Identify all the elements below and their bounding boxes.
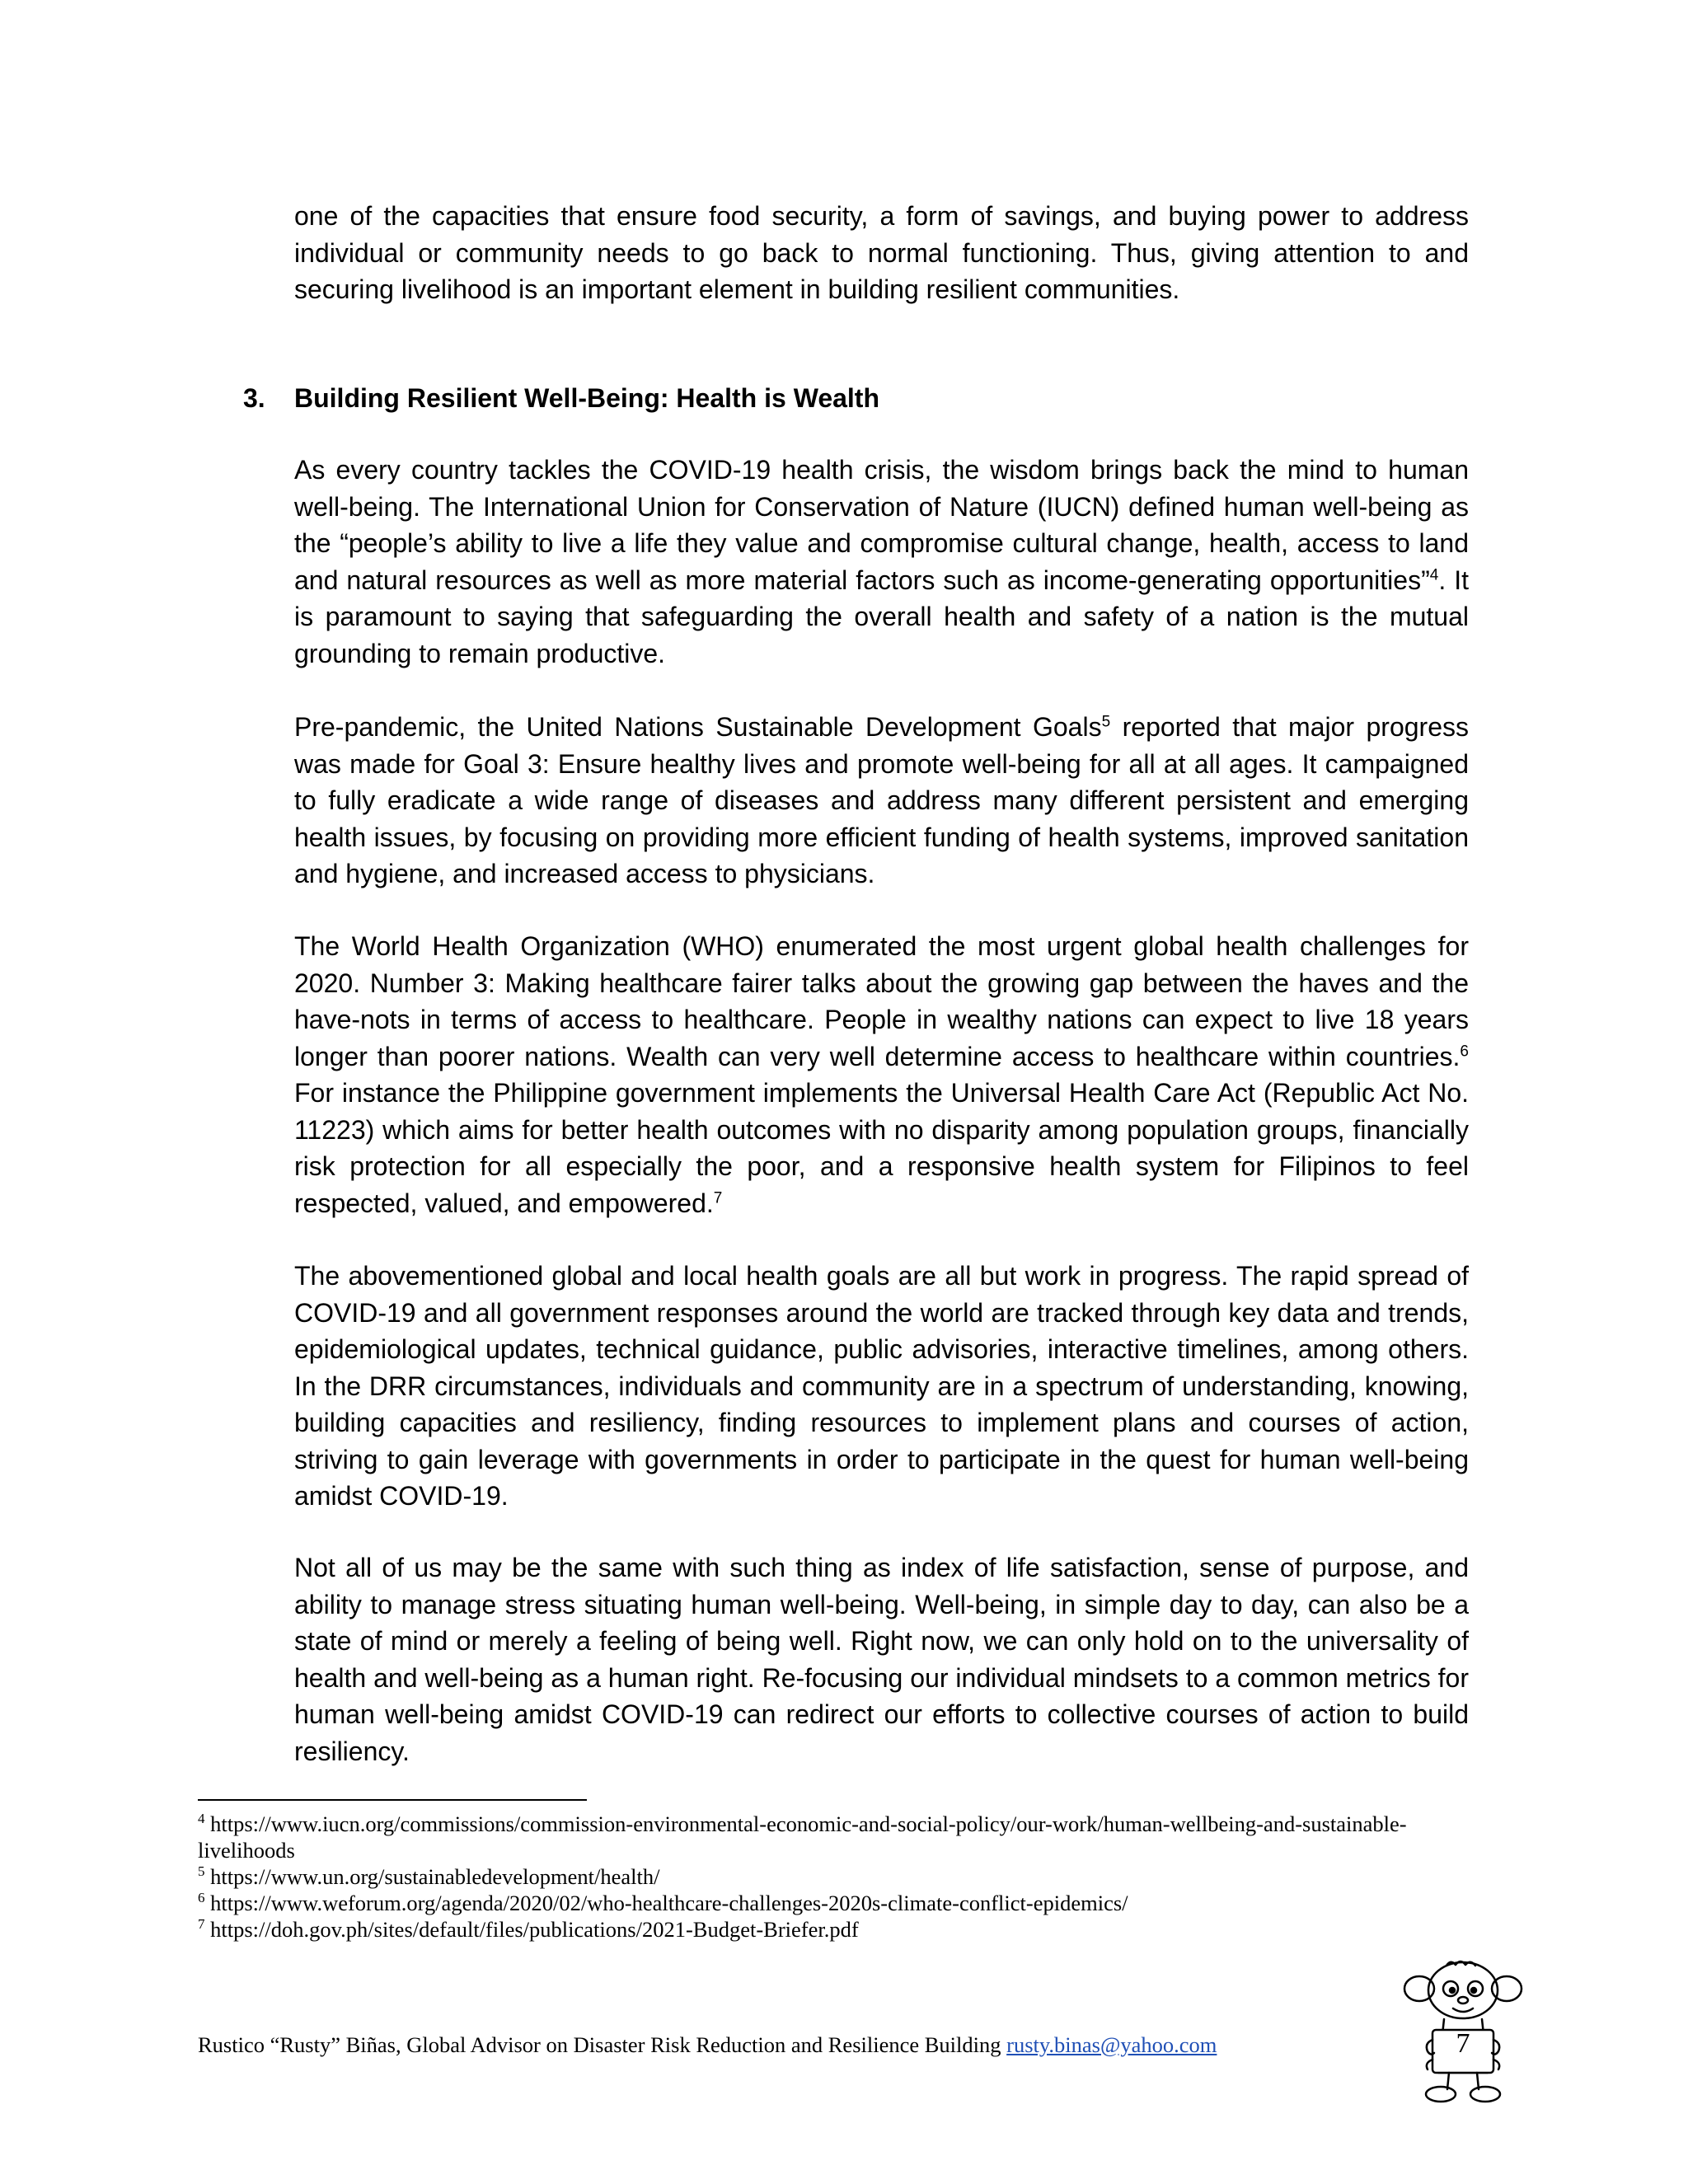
footer-email-link[interactable]: rusty.binas@yahoo.com (1006, 2032, 1217, 2057)
footnote-ref-5[interactable]: 5 (1101, 713, 1111, 731)
paragraph-3-text: The World Health Organization (WHO) enumerated the most urgent global health challenges for 2020. Number 3: Making healthcare fairer talks about the growing gap between the haves and the have-nots in terms of access to healthcare. People in wealthy nations can expect to live 18 years longer than poorer nations. Wealth can very well determine access to healthcare within countries. (294, 931, 1469, 1071)
footnote-5: $^5$ https://www.un.org/sustainabledevelopment/health/ (198, 1863, 660, 1889)
footer-author: Rustico “Rusty” Biñas, Global Advisor on Disaster Risk Reduction and Resilience Building (198, 2032, 1007, 2057)
footnote-separator (198, 1799, 587, 1801)
paragraph-2-text-cont: reported that major progress was made for Goal 3: Ensure healthy lives and promote well-being for all at all ages. It campaigned to fully eradicate a wide range of diseases and address many different persistent and emerging health issues, by focusing on providing more efficient funding of health systems, improved sanitation and hygiene, and increased access to physicians. (294, 712, 1470, 888)
section-heading (243, 380, 879, 417)
footnote-ref-6[interactable]: 6 (1460, 1042, 1469, 1060)
intro-paragraph (294, 198, 1469, 308)
footnote-4-link[interactable]: https://www.iucn.org/commissions/commission-environmental-economic-and-social-policy/our-work/human-wellbeing-and-sustainable-livelihoods (198, 1811, 1407, 1863)
page-number: 7 (1456, 2028, 1470, 2059)
paragraph-1 (294, 452, 1469, 672)
paragraph-4 (294, 1258, 1469, 1515)
footnote-6-link[interactable]: https://www.weforum.org/agenda/2020/02/who-healthcare-challenges-2020s-climate-conflict-epidemics/ (210, 1891, 1128, 1915)
footnote-5-link[interactable]: https://www.un.org/sustainabledevelopment/health/ (210, 1864, 660, 1889)
section-title: Building Resilient Well-Being: Health is Wealth (294, 383, 879, 413)
paragraph-3-text-cont: For instance the Philippine government implements the Universal Health Care Act (Republic Act No. 11223) which aims for better health outcomes with no disparity among population groups, financially risk protection for all especially the poor, and a responsive health system for Filipinos to feel respected, valued, and empowered. (294, 1078, 1469, 1218)
footnote-ref-4[interactable]: 4 (1429, 565, 1439, 583)
footnote-7-link[interactable]: https://doh.gov.ph/sites/default/files/publications/2021-Budget-Briefer.pdf (210, 1917, 859, 1942)
footnote-4: $^4$ https://www.iucn.org/commissions/commission-environmental-economic-and-social-policy/our-work/human-wellbeing-and-sustainable-livelihoods (198, 1811, 1407, 1863)
footnotes (198, 1811, 1484, 1943)
footnote-ref-7[interactable]: 7 (713, 1188, 723, 1207)
intro-paragraph-text: one of the capacities that ensure food security, a form of savings, and buying power to address individual or community needs to go back to normal functioning. Thus, giving attention to and securing livelihood is an important element in building resilient communities. (294, 201, 1469, 304)
footnote-6: $^6$ https://www.weforum.org/agenda/2020/02/who-healthcare-challenges-2020s-climate-conflict-epidemics/ (198, 1890, 1128, 1915)
paragraph-5 (294, 1549, 1469, 1769)
paragraph-1-text-cont: . It is paramount to saying that safeguarding the overall health and safety of a nation is the mutual grounding to remain productive. (294, 565, 1470, 668)
paragraph-5-text: Not all of us may be the same with such thing as index of life satisfaction, sense of purpose, and ability to manage stress situating human well-being. Well-being, in simple day to day, can also be a state of mind or merely a feeling of being well. Right now, we can only hold on to the universality of health and well-being as a human right. Re-focusing our individual mindsets to a common metrics for human well-being amidst COVID-19 can redirect our efforts to collective courses of action to build resiliency. (294, 1553, 1469, 1766)
paragraph-1-text: As every country tackles the COVID-19 health crisis, the wisdom brings back the mind to human well-being. The International Union for Conservation of Nature (IUCN) defined human well-being as the “people’s ability to live a life they value and compromise cultural change, health, access to land and natural resources as well as more material factors such as income-generating opportunities” (294, 455, 1469, 595)
page-footer (198, 2032, 1217, 2058)
footnote-7: $^7$ https://doh.gov.ph/sites/default/files/publications/2021-Budget-Briefer.pdf (198, 1916, 859, 1942)
section-number: 3. (243, 383, 265, 413)
paragraph-3 (294, 928, 1469, 1221)
paragraph-4-text: The abovementioned global and local health goals are all but work in progress. The rapid spread of COVID-19 and all government responses around the world are tracked through key data and trends, epidemiological updates, technical guidance, public advisories, interactive timelines, among others. In the DRR circumstances, individuals and community are in a spectrum of understanding, knowing, building capacities and resiliency, finding resources to implement plans and courses of action, striving to gain leverage with governments in order to participate in the quest for human well-being amidst COVID-19. (294, 1261, 1469, 1511)
paragraph-2-text: Pre-pandemic, the United Nations Sustainable Development Goals (294, 712, 1102, 742)
paragraph-2 (294, 709, 1469, 893)
